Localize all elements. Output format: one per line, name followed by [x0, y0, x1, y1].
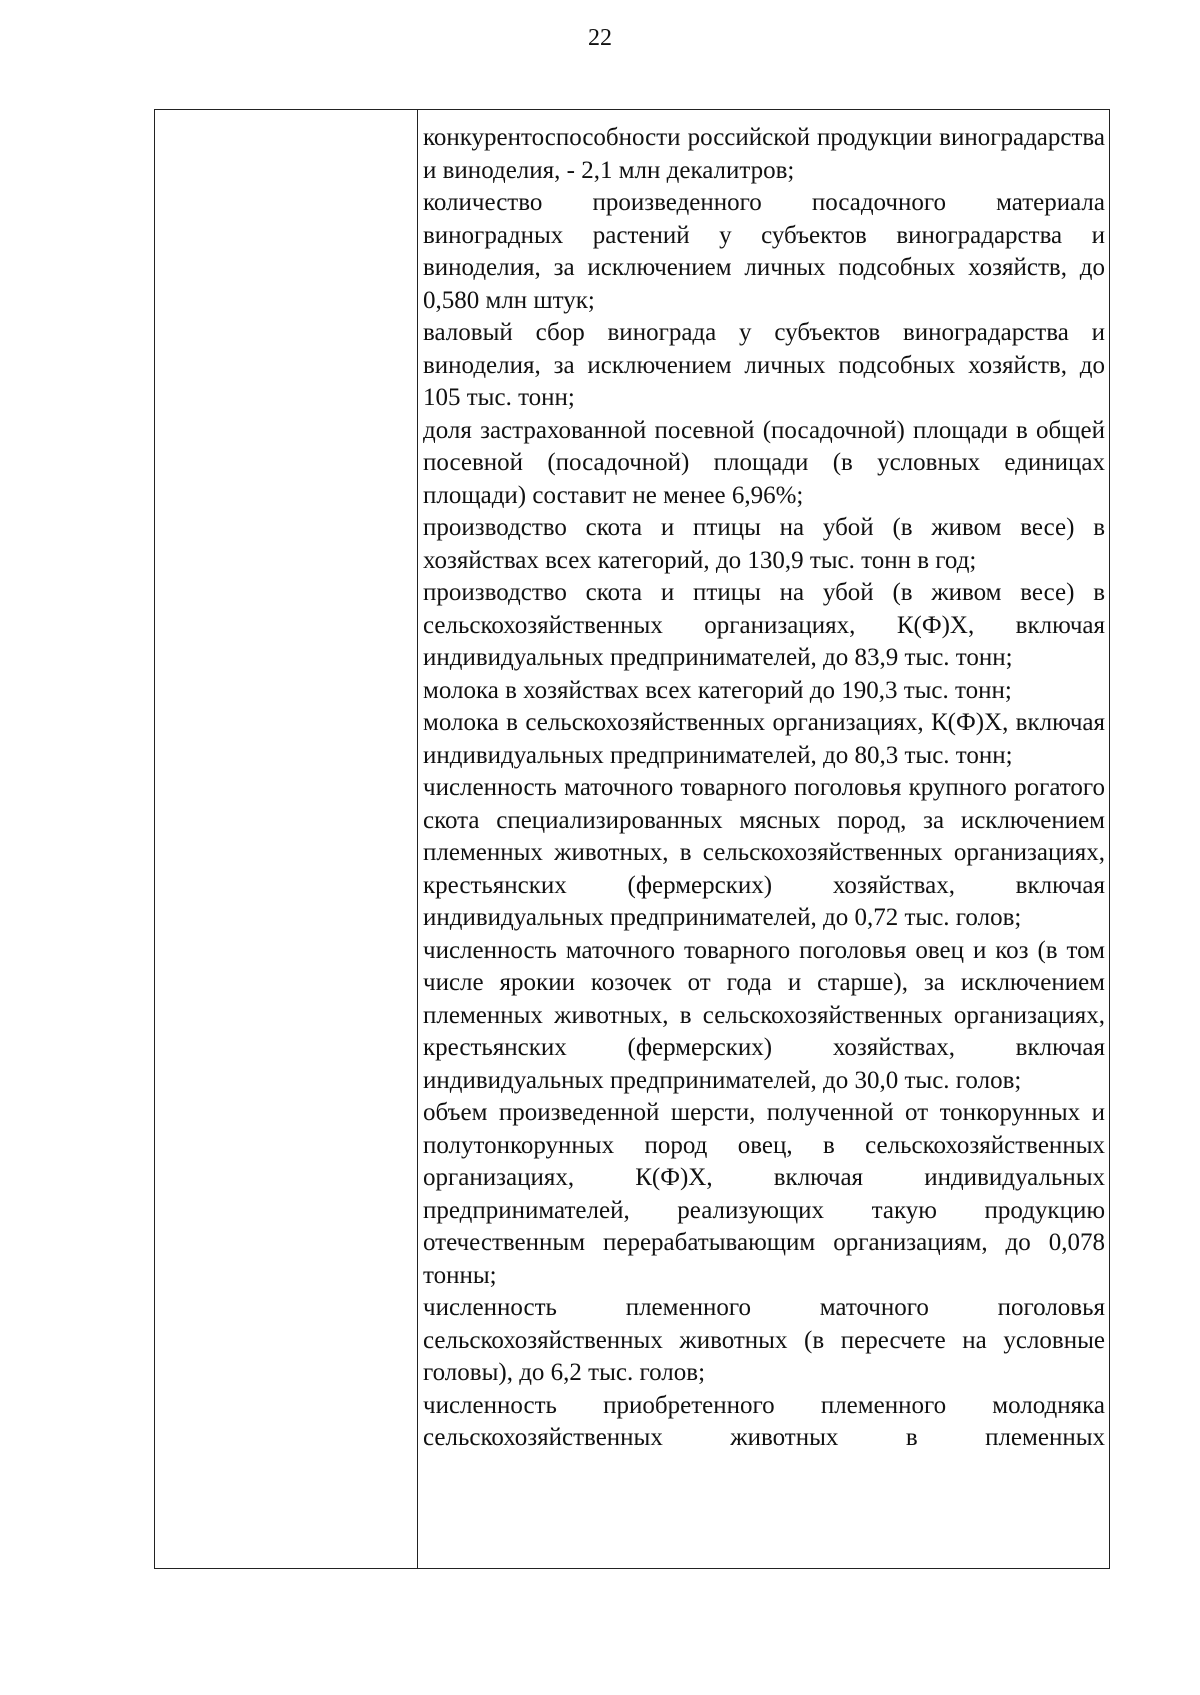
indicator-paragraph-insured-area: доля застрахованной посевной (посадочной) площади в общей посевной (посадочной) площади (в условных единицах площади) составит не менее 6,96%;	[423, 416, 1105, 509]
table-right-cell	[418, 110, 1109, 1568]
indicator-paragraph-grape-harvest: валовый сбор винограда у субъектов виноградарства и виноделия, за исключением личных подсобных хозяйств, до 105 тыс. тонн;	[423, 319, 1105, 411]
document-table	[154, 109, 1110, 1569]
indicator-paragraph-sheep-goats: численность маточного товарного поголовья овец и коз (в том числе ярокии козочек от года и старше), за исключением племенных животных, в сельскохозяйственных организациях, крестьянских (фермерских) хозяйствах, включая индивидуальных предпринимателей, до 30,0 тыс. голов;	[423, 936, 1105, 1094]
indicator-paragraph-beef-cattle: численность маточного товарного поголовья крупного рогатого скота специализированных мясных пород, за исключением племенных животных, в сельскохозяйственных организациях, крестьянских (фермерских) хозяйствах, включая индивидуальных предпринимателей, до 0,72 тыс. голов;	[423, 774, 1105, 931]
indicator-paragraph-livestock-all-farms: производство скота и птицы на убой (в живом весе) в хозяйствах всех категорий, до 130,9 тыс. тонн в год;	[423, 514, 1105, 574]
table-left-cell	[155, 110, 418, 1568]
indicator-paragraph-wool: объем произведенной шерсти, полученной от тонкорунных и полутонкорунных пород овец, в сельскохозяйственных организациях, К(Ф)Х, включая индивидуальных предпринимателей, реализующих такую продукцию отечественным перерабатывающим организациям, до 0,078 тонны;	[423, 1099, 1105, 1289]
indicator-paragraph-milk-all-farms: молока в хозяйствах всех категорий до 190,3 тыс. тонн;	[423, 676, 1012, 704]
indicator-paragraph-planting-material: количество произведенного посадочного материала виноградных растений у субъектов виноградарства и виноделия, за исключением личных подсобных хозяйств, до 0,580 млн штук;	[423, 189, 1105, 314]
indicator-paragraph-young-breeding-stock: численность приобретенного племенного молодняка сельскохозяйственных животных в племенных	[423, 1391, 1105, 1451]
indicator-paragraph-milk-organizations: молока в сельскохозяйственных организациях, К(Ф)Х, включая индивидуальных предпринимателей, до 80,3 тыс. тонн;	[423, 709, 1105, 769]
indicator-paragraph-livestock-organizations: производство скота и птицы на убой (в живом весе) в сельскохозяйственных организациях, К(Ф)Х, включая индивидуальных предпринимателей, до 83,9 тыс. тонн;	[423, 579, 1105, 671]
indicator-paragraph-breeding-stock: численность племенного маточного поголовья сельскохозяйственных животных (в пересчете на условные головы), до 6,2 тыс. голов;	[423, 1294, 1105, 1386]
indicator-paragraph-wine-volume: конкурентоспособности российской продукции виноградарства и виноделия, - 2,1 млн декалитров;	[423, 124, 1105, 184]
page-number: 22	[588, 25, 612, 51]
